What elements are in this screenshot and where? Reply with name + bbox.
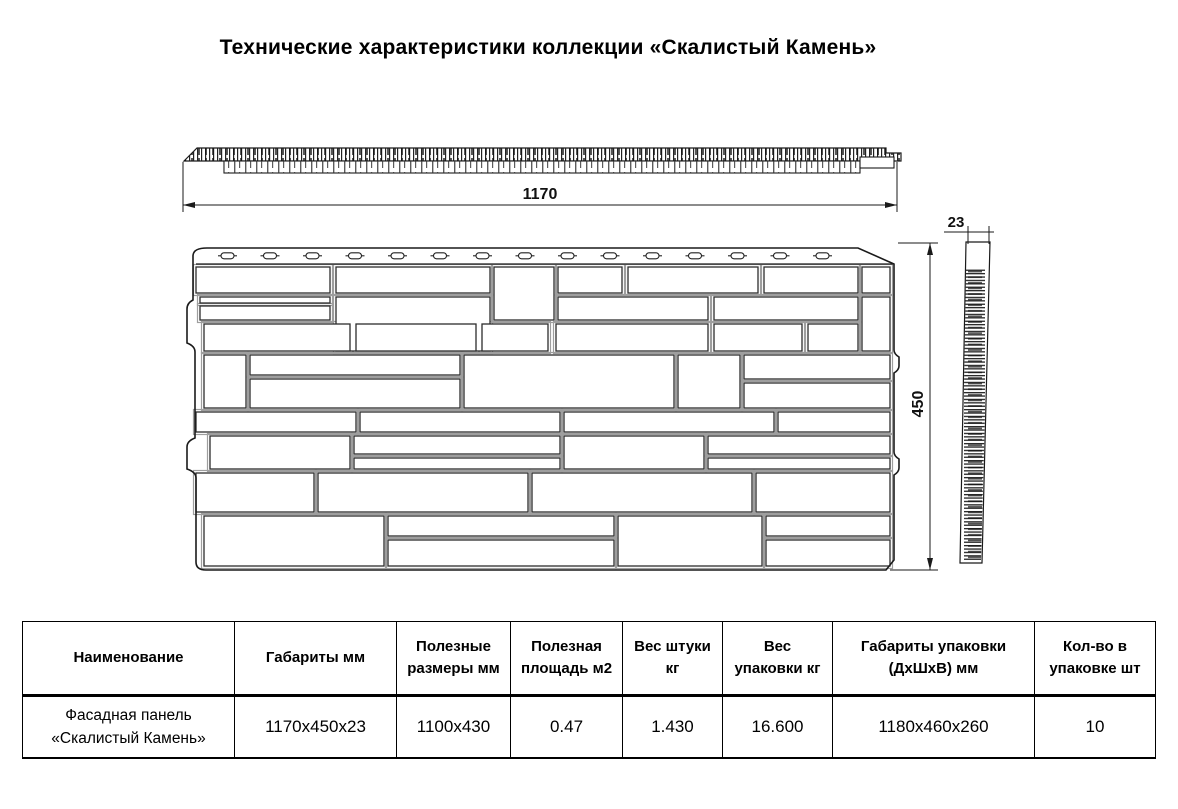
stone-block xyxy=(532,473,752,512)
header-pack-dimensions: Габариты упаковки (ДхШхВ) мм xyxy=(833,622,1035,696)
stone-block xyxy=(714,297,858,320)
stone-block xyxy=(708,436,890,454)
stone-block xyxy=(360,412,560,432)
length-dimension-label: 1170 xyxy=(522,186,558,203)
cell-piece-weight: 1.430 xyxy=(623,696,723,758)
header-name: Наименование xyxy=(23,622,235,696)
header-dimensions: Габариты мм xyxy=(235,622,397,696)
stone-block xyxy=(196,412,356,432)
stone-block xyxy=(200,297,330,303)
stone-block xyxy=(564,436,704,469)
stone-block xyxy=(778,412,890,432)
stone-block xyxy=(482,324,548,351)
stone-block xyxy=(764,267,858,293)
stone-block xyxy=(494,267,554,320)
stone-block xyxy=(766,540,890,566)
stone-block xyxy=(250,355,460,375)
table-header-row xyxy=(23,622,1156,696)
stone-block xyxy=(628,267,758,293)
header-useful-area: Полезная площадь м2 xyxy=(511,622,623,696)
side-view-drawing xyxy=(944,214,994,563)
stone-block xyxy=(714,324,802,351)
stone-block xyxy=(862,267,890,293)
stone-block xyxy=(766,516,890,536)
stone-block xyxy=(708,458,890,469)
stone-block xyxy=(564,412,774,432)
stone-block xyxy=(464,355,674,408)
stone-block xyxy=(196,473,314,512)
top-view-drawing xyxy=(183,148,901,212)
stone-block xyxy=(204,355,246,408)
stone-block xyxy=(204,516,384,566)
front-view-drawing xyxy=(187,243,938,570)
cell-qty-per-pack: 10 xyxy=(1035,696,1156,758)
spec-table xyxy=(22,621,1156,759)
stone-block xyxy=(678,355,740,408)
cell-useful-area: 0.47 xyxy=(511,696,623,758)
stone-block xyxy=(744,355,890,379)
stone-block xyxy=(354,458,560,469)
stone-block xyxy=(318,473,528,512)
page-title: Технические характеристики коллекции «Скалистый Камень» xyxy=(219,36,877,59)
cell-dimensions: 1170х450х23 xyxy=(235,696,397,758)
cell-name: Фасадная панель «Скалистый Камень» xyxy=(23,696,235,758)
stone-block xyxy=(862,297,890,351)
header-qty-per-pack: Кол-во в упаковке шт xyxy=(1035,622,1156,696)
stone-block xyxy=(388,540,614,566)
cell-pack-dimensions: 1180х460х260 xyxy=(833,696,1035,758)
stone-block xyxy=(808,324,858,351)
header-piece-weight: Вес штуки кг xyxy=(623,622,723,696)
table-row xyxy=(23,696,1156,758)
cell-pack-weight: 16.600 xyxy=(723,696,833,758)
stone-block xyxy=(250,379,460,408)
stone-block xyxy=(388,516,614,536)
header-useful-size: Полезные размеры мм xyxy=(397,622,511,696)
stone-block xyxy=(558,297,708,320)
stone-block xyxy=(558,267,622,293)
stone-block xyxy=(744,383,890,408)
header-pack-weight: Вес упаковки кг xyxy=(723,622,833,696)
stone-block xyxy=(196,267,330,293)
stone-block xyxy=(556,324,708,351)
thickness-dimension-label: 23 xyxy=(947,214,965,231)
stone-block xyxy=(618,516,762,566)
cell-useful-size: 1100х430 xyxy=(397,696,511,758)
stone-block xyxy=(356,324,476,351)
stone-block xyxy=(200,306,330,320)
stone-block xyxy=(210,436,350,469)
stone-block xyxy=(336,267,490,293)
stone-block xyxy=(756,473,890,512)
stone-block xyxy=(204,324,350,351)
height-dimension-label: 450 xyxy=(910,390,927,418)
stone-block xyxy=(354,436,560,454)
